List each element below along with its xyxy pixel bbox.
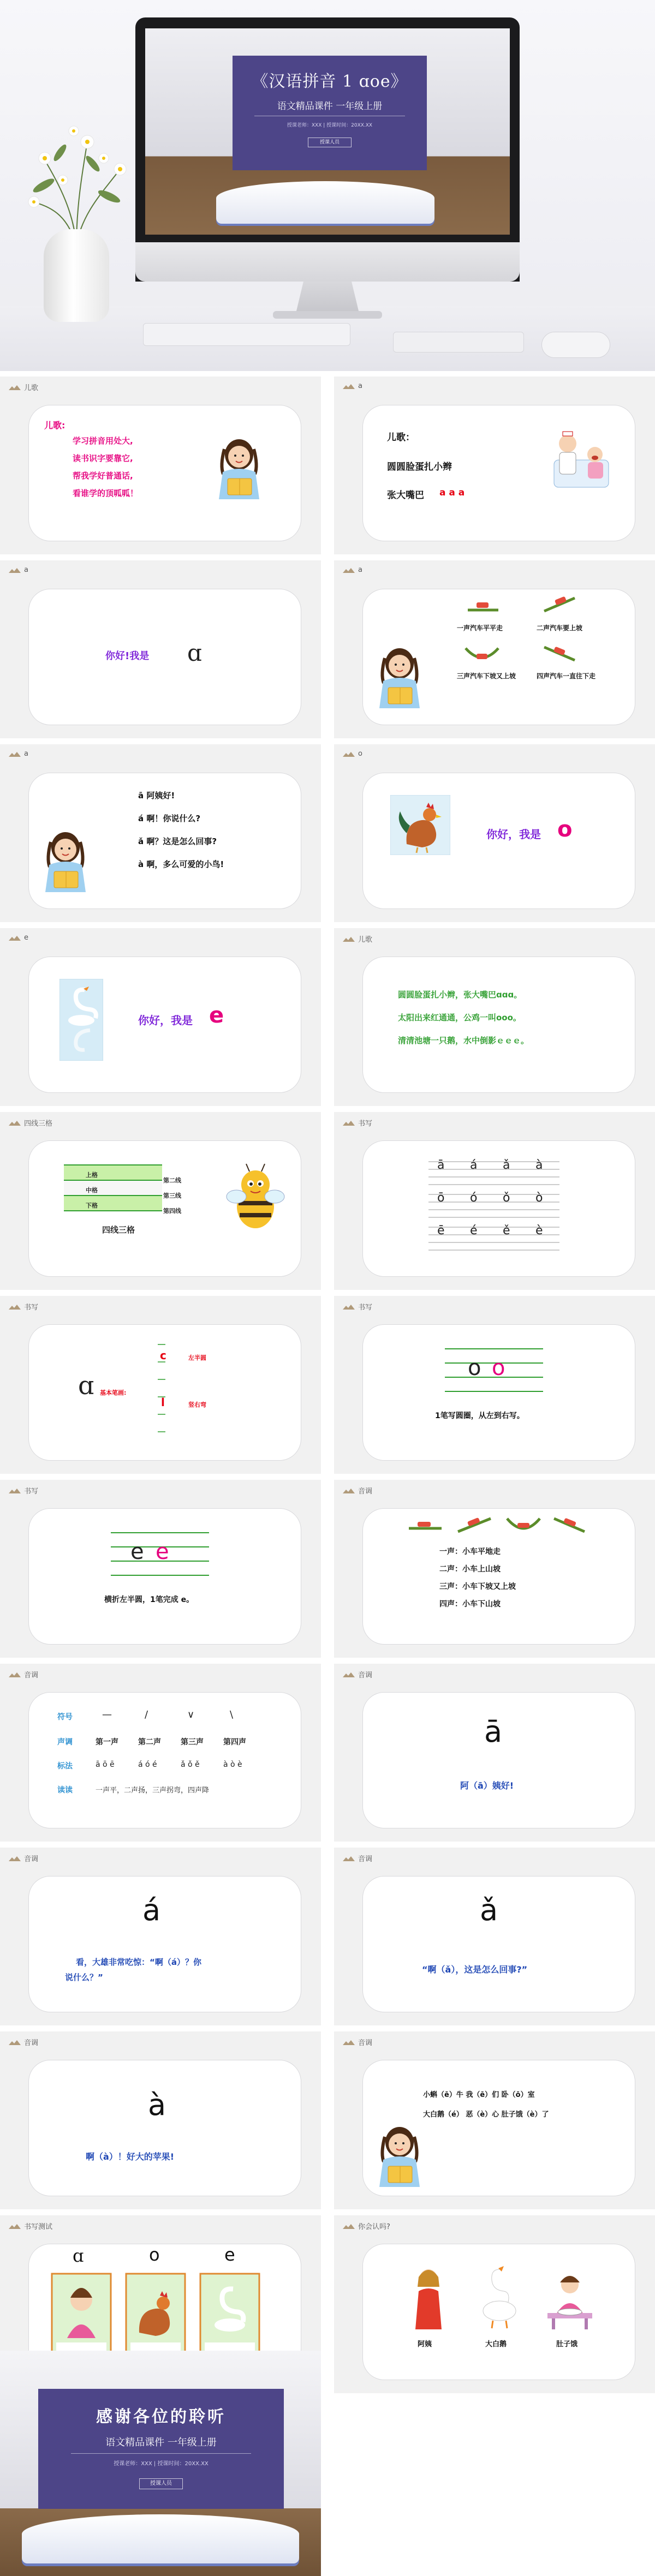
grid-title: 四线三格 (102, 1225, 135, 1235)
slide-card (0, 560, 321, 738)
hero-mockup (0, 0, 655, 371)
table-cell: 第四声 (223, 1738, 246, 1747)
table-row-label: 声调 (57, 1738, 73, 1747)
goose-icon (479, 2264, 520, 2332)
stroke-c: c (160, 1349, 166, 1362)
tone-letter: è (535, 1224, 543, 1238)
writing-hint: 1笔写圆圈，从左到右写。 (435, 1412, 525, 1420)
mountain-icon (343, 751, 355, 757)
song-line: 看谁学的顶呱呱！ (73, 488, 139, 498)
example-sentence: 啊（à）！好大的苹果! (86, 2151, 175, 2162)
grid-label: 下格 (86, 1202, 98, 1209)
slide-header: 音调 (358, 1855, 373, 1863)
final-button[interactable]: 授课人员 (139, 2478, 183, 2489)
slide-card (0, 1112, 321, 1290)
letter-e: e (209, 1003, 224, 1028)
hungry-girl-icon (545, 2270, 594, 2330)
car-uphill-icon (543, 595, 576, 613)
song-line: 太阳出来红通通，公鸡一叫ooo。 (398, 1013, 521, 1023)
girl-illustration-icon (209, 433, 269, 504)
letter-o-red: o (492, 1355, 505, 1380)
slide-card (0, 1664, 321, 1842)
test-letter: ɑ (73, 2245, 84, 2266)
tone-mark: — (102, 1709, 112, 1720)
mountain-icon (9, 567, 21, 573)
mountain-icon (9, 751, 21, 757)
mountain-icon (9, 2224, 21, 2229)
slide-card (334, 560, 655, 738)
mountain-icon (343, 384, 355, 389)
word-line: 小蝌（ē）牛 我（ē）们 卧（ō）室 (423, 2091, 535, 2099)
line-label: 第二线 (163, 1177, 181, 1184)
example-sentence: 阿（ā）姨好! (460, 1780, 514, 1791)
mountain-icon (343, 2040, 355, 2045)
tone-mark: ∨ (187, 1709, 195, 1720)
open-book-icon (22, 2514, 299, 2563)
flower-plant-icon (22, 120, 131, 246)
final-meta: 授课老师：XXX | 授课时间：20XX.XX (114, 2461, 209, 2467)
table-row-label: 读读 (57, 1786, 73, 1795)
song-line: 读书识字要靠它, (73, 453, 133, 463)
tone-car-line: 三声汽车下坡又上坡 (457, 672, 516, 680)
slide-header: 音调 (358, 1487, 373, 1496)
mountain-icon (9, 1488, 21, 1493)
letter-o: o (468, 1355, 481, 1380)
example-sentence: 看，大雄非常吃惊：“啊（á）？你 (76, 1957, 201, 1967)
divider (71, 2453, 251, 2454)
tone-car-line: 一声汽车平平走 (457, 624, 503, 632)
slide-header: 书写 (358, 1120, 373, 1128)
slide-header: a (358, 566, 362, 574)
example-sentence: 说什么？” (65, 1973, 103, 1982)
slide-header: o (358, 750, 362, 758)
slide-header: 书写 (24, 1487, 39, 1496)
stroke-l: l (161, 1396, 165, 1409)
tone-sentence: á 啊！你说什么? (138, 814, 201, 823)
slide-header: 儿歌 (24, 384, 39, 392)
slide-header: 音调 (24, 1671, 39, 1680)
slide-header: 音调 (358, 2039, 373, 2047)
word-label: 肚子饿 (556, 2340, 578, 2348)
test-letter: e (224, 2244, 235, 2265)
slide-header: 你会认吗? (358, 2223, 390, 2231)
slide-header: a (358, 382, 362, 390)
slide-card (0, 744, 321, 922)
tone-letter-large: ā (484, 1714, 503, 1749)
cover-button[interactable]: 授课人员 (308, 138, 352, 147)
tone-sentence: à 啊，多么可爱的小鸟! (138, 859, 224, 869)
table-cell: 第一声 (96, 1738, 118, 1747)
slide-card (0, 928, 321, 1106)
mountain-icon (343, 1856, 355, 1861)
mountain-icon (343, 1304, 355, 1310)
slide-card (0, 376, 321, 554)
song-line: 学习拼音用处大, (73, 436, 133, 446)
slide-card (334, 1664, 655, 1842)
monitor-stand (296, 282, 359, 313)
tone-rule: 三声：小车下坡又上坡 (439, 1582, 516, 1591)
goose-reflection-icon (59, 979, 103, 1061)
slide-card (334, 928, 655, 1106)
stroke-name: 左半圆 (188, 1354, 206, 1361)
aunt-icon (408, 2265, 449, 2330)
tone-letter: ā (437, 1158, 445, 1172)
slide-card (0, 1848, 321, 2025)
letter-a: ɑ (187, 639, 202, 666)
slide-card (334, 744, 655, 922)
thank-you-slide (0, 2351, 321, 2576)
car-valley-icon (465, 645, 499, 664)
goose-card-icon (199, 2273, 260, 2354)
cover-title: 《汉语拼音 1 ɑoe》 (252, 72, 408, 91)
slide-card (334, 2215, 655, 2393)
bee-icon (225, 1163, 285, 1234)
mountain-icon (343, 2224, 355, 2229)
four-line-grid (64, 1162, 162, 1214)
tone-letter: ó (470, 1191, 478, 1205)
tone-letter: á (470, 1158, 478, 1172)
mountain-icon (9, 1856, 21, 1861)
slide-card (334, 1480, 655, 1658)
stroke-label: 基本笔画: (100, 1389, 127, 1396)
slide-header: 音调 (358, 1671, 373, 1680)
tone-sentence: ǎ 啊？这是怎么回事? (138, 836, 217, 846)
word-line: 大白鹅（é） 恶（è）心 肚子饿（è）了 (423, 2111, 549, 2119)
apple-logo-icon (321, 252, 334, 266)
mountain-icon (343, 936, 355, 942)
car-flat-road-icon (467, 598, 499, 612)
table-row-label: 标法 (57, 1762, 73, 1771)
song-line: 帮我学好普通话, (73, 471, 133, 481)
tone-sentence: ā 阿姨好! (138, 791, 175, 800)
monitor-base (273, 311, 382, 319)
cover-title-box (233, 56, 427, 170)
aaa-text: a a a (439, 487, 465, 498)
mountain-icon (9, 935, 21, 941)
tone-letter-large: à (148, 2088, 166, 2122)
slide-header: 音调 (24, 1855, 39, 1863)
table-cell: 第三声 (181, 1738, 204, 1747)
tone-car-line: 二声汽车要上坡 (537, 624, 583, 632)
mountain-icon (9, 1672, 21, 1677)
cover-subtitle: 语文精品课件 一年级上册 (277, 101, 383, 112)
word-label: 阿姨 (418, 2340, 432, 2348)
tone-letter: é (470, 1224, 478, 1238)
mountain-icon (9, 1304, 21, 1310)
letter-e: e (130, 1539, 144, 1564)
mountain-icon (343, 1672, 355, 1677)
greeting-text: 你好!我是 (105, 650, 150, 662)
open-book-icon (216, 181, 434, 224)
example-sentence: “啊（ǎ），这是怎么回事?” (422, 1964, 528, 1975)
vase (44, 229, 109, 322)
monitor-screen (145, 28, 510, 235)
slide-header: 儿歌 (358, 936, 373, 944)
word-label: 大白鹅 (485, 2340, 507, 2348)
song-line: 圆圆脸蛋扎小辫，张大嘴巴ɑɑɑ。 (398, 990, 522, 1000)
mountain-icon (9, 2040, 21, 2045)
final-subtitle: 语文精品课件 一年级上册 (105, 2437, 217, 2448)
tone-letter: ǒ (503, 1191, 510, 1205)
tone-letter: ē (437, 1224, 445, 1238)
tone-letter: ě (503, 1224, 510, 1238)
tone-rule: 四声：小车下山坡 (439, 1600, 501, 1609)
mouse (541, 332, 610, 358)
tone-letter-large: ǎ (480, 1893, 498, 1927)
line-label: 第四线 (163, 1208, 181, 1215)
slide-header: e (24, 934, 28, 942)
mountain-icon (343, 1120, 355, 1126)
tone-rule: 二声：小车上山坡 (439, 1565, 501, 1574)
writing-hint: 横折左半圆，1笔完成 e。 (104, 1595, 194, 1604)
letter-o: o (557, 817, 573, 842)
tone-letter: à (535, 1158, 543, 1172)
tone-writing-grid (428, 1157, 559, 1256)
test-letter: o (149, 2244, 160, 2265)
letter-a: ɑ (78, 1371, 94, 1400)
slide-header: a (24, 750, 28, 758)
song-line: 张大嘴巴 (387, 490, 424, 501)
tone-mark: \ (230, 1709, 234, 1720)
tone-letter-large: á (142, 1893, 161, 1927)
letter-e-red: e (156, 1539, 169, 1564)
slide-card (334, 2031, 655, 2209)
slide-header: 书写 (24, 1304, 39, 1312)
slide-header: 书写测试 (24, 2223, 53, 2231)
grid-label: 上格 (86, 1172, 98, 1179)
table-cell: 第二声 (138, 1738, 161, 1747)
slide-card (334, 376, 655, 554)
slide-header: a (24, 566, 28, 574)
table-cell: à ò è (223, 1760, 242, 1769)
final-title-box (38, 2389, 284, 2509)
tone-letter: ò (535, 1191, 543, 1205)
girl-reading-icon (370, 2120, 430, 2191)
tone-letter: ō (437, 1191, 445, 1205)
table-cell: á ó é (138, 1760, 157, 1769)
tone-car-line: 四声汽车一直往下走 (537, 672, 596, 680)
girl-reading-icon (35, 826, 96, 896)
song-line: 圆圆脸蛋扎小辫 (387, 462, 452, 473)
keyboard (143, 323, 350, 346)
doctor-patient-icon (543, 422, 620, 498)
rooster-icon (390, 795, 450, 855)
stroke-name: 竖右弯 (188, 1401, 206, 1408)
slide-card (0, 1480, 321, 1658)
table-cell: ǎ ǒ ě (181, 1760, 200, 1769)
greeting-text: 你好，我是 (138, 1014, 193, 1027)
slide-header: 书写 (358, 1304, 373, 1312)
table-row-label: 符号 (57, 1713, 73, 1722)
tone-rule: 一声：小车平地走 (439, 1547, 501, 1556)
mountain-icon (9, 385, 21, 390)
cover-meta: 授课老师：XXX | 授课时间：20XX.XX (287, 123, 373, 128)
slide-card (334, 1848, 655, 2025)
slide-card (0, 1296, 321, 1474)
trackpad (393, 332, 524, 352)
car-downhill-icon (543, 644, 576, 662)
song-title: 儿歌: (44, 420, 66, 431)
mountain-icon (343, 567, 355, 573)
slide-card (334, 1112, 655, 1290)
tone-letter: ǎ (503, 1158, 510, 1172)
slide-card (334, 1296, 655, 1474)
tone-mark: / (145, 1709, 148, 1720)
girl-card-icon (51, 2273, 112, 2354)
table-cell: ā ō ē (96, 1760, 115, 1769)
slide-header: 四线三格 (24, 1120, 53, 1128)
tone-cars-row (407, 1514, 587, 1534)
rooster-card-icon (125, 2273, 186, 2354)
table-cell: 一声平，二声扬，三声拐弯，四声降 (96, 1786, 210, 1795)
final-title: 感谢各位的聆听 (96, 2407, 226, 2426)
line-label: 第三线 (163, 1192, 181, 1199)
slide-header: 音调 (24, 2039, 39, 2047)
mountain-icon (343, 1488, 355, 1493)
mountain-icon (9, 1120, 21, 1126)
grid-label: 中格 (86, 1187, 98, 1194)
greeting-text: 你好，我是 (486, 828, 541, 841)
song-line: 清清池塘一只鹅，水中倒影ｅｅｅ。 (398, 1036, 529, 1045)
girl-reading-icon (370, 642, 430, 713)
slide-card (0, 2031, 321, 2209)
song-title: 儿歌： (387, 432, 415, 443)
